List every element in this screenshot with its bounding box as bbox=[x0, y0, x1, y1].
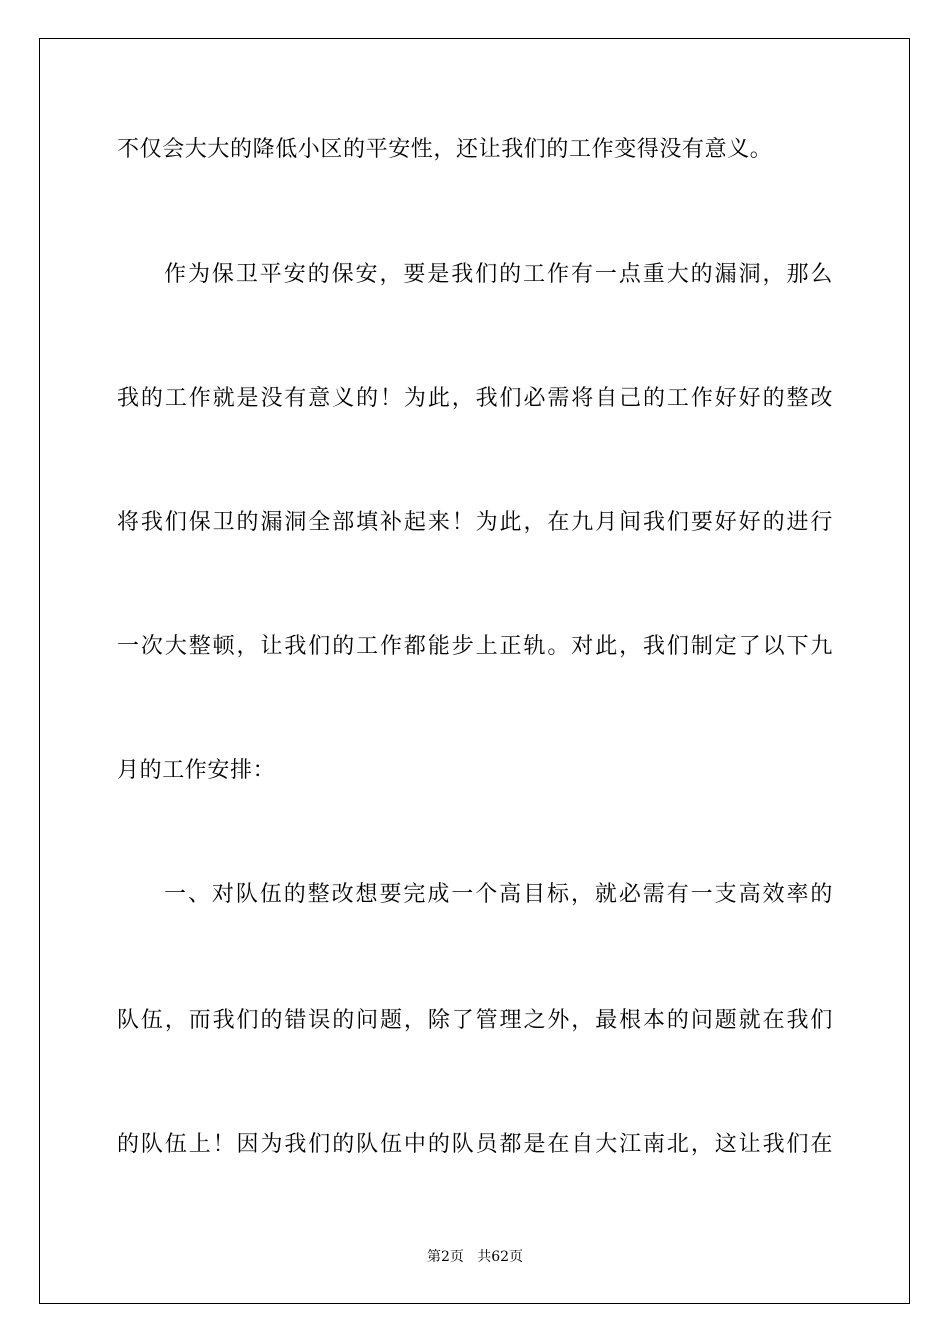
body-line-3: 我的工作就是没有意义的！为此，我们必需将自己的工作好好的整改 bbox=[117, 386, 833, 411]
page-number-footer: 第2页 共62页 bbox=[426, 1249, 524, 1265]
body-line-7: 一、对队伍的整改想要完成一个高目标，就必需有一支高效率的 bbox=[164, 882, 833, 907]
body-line-1: 不仅会大大的降低小区的平安性，还让我们的工作变得没有意义。 bbox=[117, 137, 773, 162]
body-line-5: 一次大整顿，让我们的工作都能步上正轨。对此，我们制定了以下九 bbox=[117, 634, 833, 659]
body-line-4: 将我们保卫的漏洞全部填补起来！为此，在九月间我们要好好的进行 bbox=[117, 510, 833, 535]
page-border bbox=[39, 38, 910, 1304]
body-line-8: 队伍，而我们的错误的问题，除了管理之外，最根本的问题就在我们 bbox=[117, 1008, 833, 1033]
body-line-2: 作为保卫平安的保安，要是我们的工作有一点重大的漏洞，那么 bbox=[164, 262, 833, 287]
body-line-6: 月的工作安排： bbox=[117, 758, 276, 783]
body-line-9: 的队伍上！因为我们的队伍中的队员都是在自大江南北，这让我们在 bbox=[117, 1132, 833, 1157]
